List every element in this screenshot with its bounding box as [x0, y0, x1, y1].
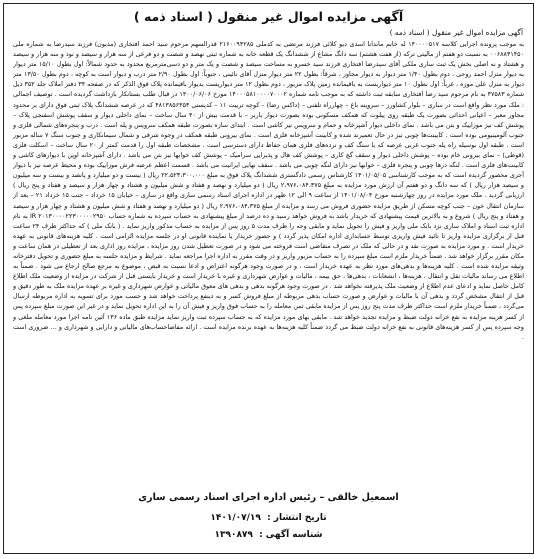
notice-id-value: ۱۳۹۰۸۷۹ [214, 530, 253, 540]
publication-date-row [4, 512, 533, 524]
notice-subtitle: آگهی مزایده اموال غیر منقول ( اسناد ذمه ) [389, 28, 523, 37]
notice-body [13, 40, 524, 478]
notice-id-row [4, 529, 533, 541]
publication-date-value: ۱۴۰۱/۰۷/۱۹ [210, 513, 261, 523]
notice-id-label: شناسه آگهی : [259, 530, 323, 540]
notice-body-text: به موجب پرونده اجرایی کلاسه ۱۴۰۰۰۰۵۱۷ له خانم ماندانا اسدی دیو کلائی فرزند مرتضی به کدملی ۲۱۶۰۰۹۴۲۸۵ قدرالسهم مرحوم سید احمد افتخاری (مدیون) فرزند سیدرضا به شماره ملی ۰۰۶۸۸۴۱۴۵۰ به نسبت دو هفتم از مالیتی ترکه (از هفت هشتم) سه دانگ مشاع از ششدانگ یک قطعه خانه به شماره ثبتی نهصد و شصت و دو فرعی از سه هزار و سیصد و نود و سه هزار و سیصد و هشتاد و نه اصلی بخش یک ثبت ساری ملکی آقای سیدرضا افتخاری فرزند سید خسرو به مساحت سیصد و شصت و یک متر و دو دسی‌مترمربع محدود به حدود شمالاً: اول بطول ۱۵/۱۰ متر دیوار به دیوار منزل احمد روحی ، دوم بطول ۱/۴۰ متر دیوار به دیوار مجاور ، شرقاً: بطول ۲۲ متر دیوار منزل آقای نائینی ، جنوباً: اول بطول ۲/۹۰ متر درب و دیوار است به کوچه ، دوم بطول ۱۳/۵۰ متر دیوار به منزل علی موزه ، غرباً: اول بطول ۱۰ متر دیواریست به باقیمانده زمین پلاک مزبور ، دوم بطول ۱۲ متر دیواریست بدیوار باقیمانده پلاک فوق الذکر که در صفحه ۳۴ دفتر املاک جلد ۳۵۲ ذیل شماره ۴۷۵۸۳ به نام مرحوم سید رضا افتخاری سابقه ثبت داشته که به موجب نامه شماره ۱۴۰۰۰۵۸۱۰۰۰۰۷۰۰۰۲ مورخ ۱۴۰۰/۰۶/۰۶ در قبال طلب بستانکار بازداشت گردیده است . توصیف اجمالی : ملک مورد نظر واقع است در ساری – بلوار کشاورز – سروینه باغ – چهارراه تلفنی – (داکس رضا) – کوچه تربیت ۱۱ – کدپستی ۴۸۱۳۸۵۶۳۵۳ که در عرصه ششدانگ پلاک ثبتی فوق دارای بر محدود مجاور معبر – اعیانی احداثی بصورت یک طبقه روی پیلوت که همکف مسکونی بوده بصورت دیوار باربر – با قدمت بیش از ۴۰ سال ساخت – نمای داخلی دیوار و سقف پوشش اسفنجی پلاک – پوشش کف نیز موزاییک و بتن می باشد . نمای داخلی دیوار آشپزخانه و حمام و سرویس نیز کاشی است . ابتدای سازه بصورت طبقه همکف سرویس و پله است . درب و پنجره‌های شمالی فلزی و جنوب آلومینیومی بوده است . کابینت‌ها چوبی نیز در حال تعمیرند شده و کابینت آشپزخانه فلزی است . نمای بیرونی طبقه همکف در وجوه شرقی و شمال سیمانکاری و جنوب سنگ ۷ ساله مزبور است . طبقه اول بوسیله راه پله جنوب غربی عرصه که با سنگ کف و نرده‌های فلزی همان حفاظ دارای دسترسی است . مشخصات طبقه اول را قدمت کمتر از ۲۰ سال ساخت – اسکلت فلزی (قوطی) – نمای بیرونی خام بوده – پوشش داخلی دیوار و سقف گچ کاری – پوشش کف هال و پذیرایی سرامیک – پوشش کف خوابها نیز بتن می باشد . دارای آشپزخانه اوپن با دیوارهای کاشی و کابینت‌های فلزی است . لنگه درها چوبی و پنجره فلزی – خوابها نیز دارای لنگه چوبی می باشد . سقف نهایی ایرانیت می باشد . قسمت اعظم عرصه فرش موزاییک بوده و محیط عرصه نیز با دیوار آجری محصور گردیده است که به موجب کارشناسی ۱۴۰۱/۰۵/۰۵ کارشناس رسمی دادگستری ششدانگ پلاک فوق به مبلغ ۲۲،۵۲۳،۳۰۰،۰۰۰ ریال ( بیست و دو میلیارد و پانصد و بیست و سه میلیون و سیصد هزار ریال ) که سه دانگ و دو هفتم آن ارزش مورد مزایده به مبلغ ۲،۹۷۶،۰۸۴،۳۷۵ ریال ( دو میلیارد و نهصد و هفتاد و شش میلیون و هشتاد و چهار هزار و سیصد و هفتاد و پنج ریال ) ارزیابی گردید . ملک مورد مزایده در روز چهارشنبه مورخ ۱۴۰۱/۰۸/۰۴ از ساعت ۹ الی ۱۲ ظهر در اداره اجرای اسناد رسمی ساری واقع در ساری – خیابان ۱۵ خرداد – جنب ۱۵ خرداد ۲۱ – بعد از سازمان انتقال خون – جنب کوچه مسکن از طریق مزایده حضوری فروش می رسد و مزایده از مبلغ ۲،۹۷۶،۰۸۴،۳۷۵ ریال ( دو میلیارد و نهصد و هفتاد و شش میلیون و هشتاد و چهار هزار و سیصد و هفتاد و پنج ریال ) شروع و به بالاترین قیمت پیشنهادی که خریدار باشد به فروش خواهد رسید و ده درصد از مبلغ پیشنهادی به حساب سپرده به شماره حساب ۲۰۱۳۰۰۰۰۲۲۳۰۰۰۰۰۲۹۵۰ IR به نام اداره ثبت اسناد و املاک ساری نزد بانک ملی واریز و فیش را تحویل نماید و مابقی وجه را ظرف مدت ۵ روز پس از مزایده به حساب مذکور واریز نماید . ( بانک ملی ) که حداکثر ظرف ۲۴ ساعت قبل از برگزاری مزایده واریز تا تائید فیش واریزی توسط حسابداری اداره امکان پذیر گردد ) و حضور خریدار یا نماینده قانونی او در جلسه مزایده الزامی است . کلیه هزینه‌های قانونی به عهده خریدار است . و مورد مزایده به صورت نقد و در حالی که ملک در تصرف متقاضی است فروخته می شود و در صورت تعطیل شدن روز مزایده ، مزایده روز اداری بعد از تعطیلی در همان ساعت و مکان مقرر برگزار خواهد شد . ضمناً خریدار ملزم است مبلغ سپرده را به حساب مزبور واریز و در وقت مقرر به اداره اجرا مراجعه نماید . شرایط و مزایده جلسه به مبلغ حضوری و تحویل دفترخانه وثیقه مزایده شده است . کلیه هزینه‌ها و بدهی‌های مورد نظر به عهده خریدار است ، و در صورت وجود هرگونه اعتراض و ادعا نسبت به قبض ، موضوع به مرجع صالح ارجاع می شود . ضمناً به اطلاع می رساند مالیات نقل و انتقال ، هزینه‌ها ، انشعابات ، بدهی‌ها ، حق بیمه ، مالیات و عوارض شهرداری و غیره با خریدار است و خریدار بایستی قبل از شرکت در مزایده از وضعیت ملک اطلاع کامل حاصل نماید و ادعای عدم اطلاع از وضعیت ملک پذیرفته نخواهد شد . در صورت وجود هرگونه بدهی و بدهی های معوق مالیاتی و عوارض شهرداری و غیره بر عهده مزایده ملک به طور دقیق و قبل از انتقال مشخص گردد و بدهی آن با مالیات و عوارض و صورت حساب بدهی مربوطه از مبلغ فروش کسر و به ذینفع پرداخت خواهد شد و حسب مورد برای تسویه به اداره مربوطه ارسال می‌گردد ، ضمناً خریدار ملزم است حداکثر ظرف مدت پنج روز پس از مزایده مابقی ثمن معامله را به حساب فوق واریز و فیش آن را به این اداره تحویل نماید و در غیر این صورت مبلغ سپرده پس از کسر هزینه مزایده به نفع خزانه دولت ضبط و مزایده تجدید خواهد شد . مابقی بهای مورد مزایده که به حساب سپرده ثبت واریز نماید مزایده طبق ماده ۱۳۶ آئین نامه اجرا مورد معامله ملغی و وجه سپرده پس از کسر هزینه‌های قانونی به نفع خزانه دولت ضبط می گردد ضمناً کلیه هزینه‌ها به عهده برنده مزایده است . ارائه مفاصاحساب‌های مالیاتی و دارایی و شهرداری و … ضروری است . [13, 41, 524, 341]
notice-title: آگهی مزایده اموال غیر منقول ( اسناد ذمه ) [133, 9, 404, 24]
signature-line: اسمعیل خالقی – رئیس اداره اجرای اسناد رسمی ساری [138, 492, 399, 503]
auction-notice [3, 3, 534, 554]
publication-date-label: تاریخ انتشار : [267, 513, 327, 523]
